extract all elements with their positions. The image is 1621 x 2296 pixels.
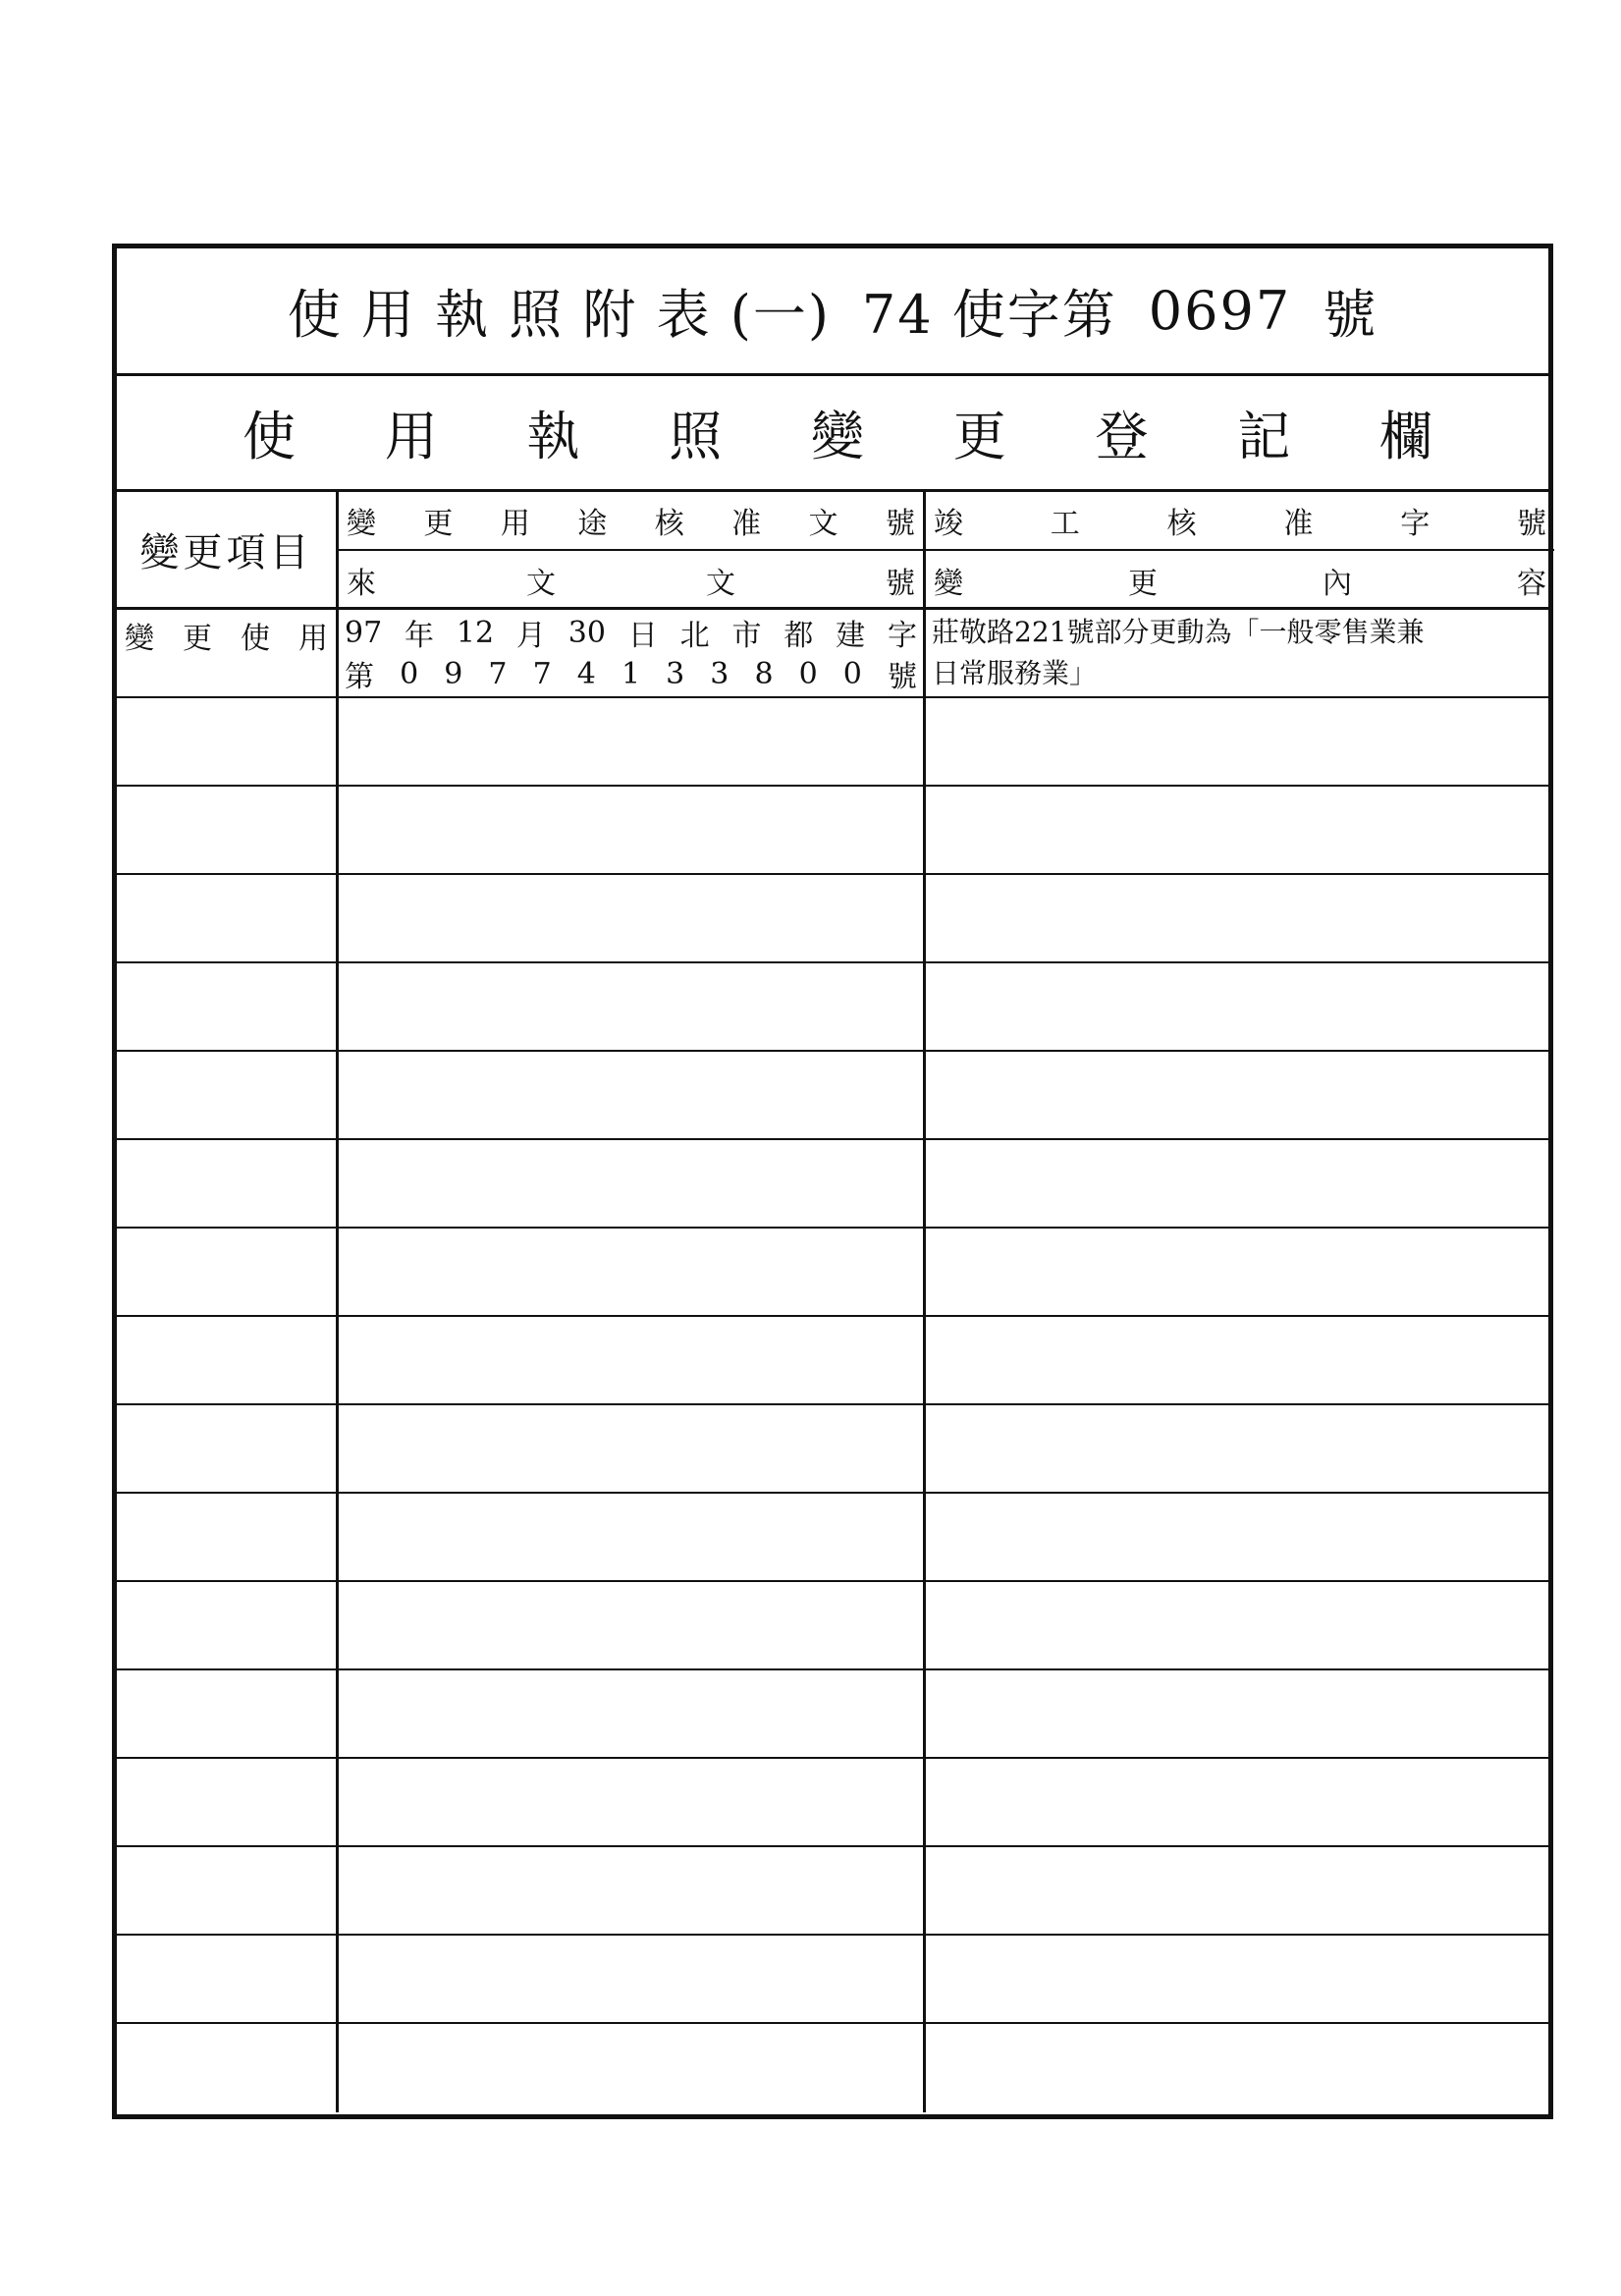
doc-char: 0	[798, 656, 818, 691]
empty-cell	[117, 698, 339, 785]
empty-table-row	[117, 1229, 1548, 1317]
header-char: 號	[886, 567, 915, 601]
header-char: 核	[654, 507, 684, 541]
empty-cell	[339, 1052, 926, 1138]
doc-char: 7	[532, 656, 552, 691]
doc-char: 日	[627, 619, 658, 653]
header-char: 容	[1517, 567, 1546, 601]
doc-char: 第	[345, 660, 374, 694]
change-item-char: 更	[183, 622, 212, 656]
doc-char: 97	[345, 615, 383, 650]
change-item-char: 變	[125, 622, 154, 656]
empty-cell	[926, 787, 1554, 873]
empty-table-row	[117, 875, 1548, 963]
header-char: 變	[347, 507, 376, 541]
empty-table-row	[117, 1405, 1548, 1494]
subtitle-char: 使	[243, 406, 296, 467]
empty-cell	[117, 1317, 339, 1403]
doc-char: 8	[754, 656, 774, 691]
header-char: 途	[577, 507, 608, 541]
doc-char: 北	[679, 619, 710, 653]
empty-cell	[339, 1140, 926, 1227]
content-line-2: 日常服務業」	[932, 657, 1098, 689]
change-item-char: 用	[298, 622, 328, 656]
header-char: 核	[1166, 507, 1197, 541]
empty-table-row	[117, 1670, 1548, 1759]
header-char: 號	[1516, 507, 1546, 541]
change-item-char: 使	[241, 622, 270, 656]
header-char: 更	[423, 507, 454, 541]
empty-cell	[117, 1405, 339, 1492]
empty-cell	[339, 1936, 926, 2022]
empty-cell	[339, 698, 926, 785]
content-line-1: 莊敬路221號部分更動為「一般零售業兼	[932, 616, 1425, 648]
empty-cell	[926, 698, 1554, 785]
empty-cell	[117, 875, 339, 961]
subtitle-char: 用	[384, 406, 438, 467]
doc-line-2	[345, 653, 917, 694]
empty-cell	[339, 963, 926, 1050]
header-char: 准	[731, 507, 762, 541]
header-char: 竣	[934, 507, 963, 541]
doc-char: 3	[666, 656, 685, 691]
doc-char: 9	[444, 656, 463, 691]
empty-cell	[117, 1494, 339, 1580]
empty-cell	[926, 1759, 1554, 1845]
doc-char: 4	[576, 656, 596, 691]
empty-table-row	[117, 2024, 1548, 2112]
subtitle-char: 更	[952, 406, 1006, 467]
subtitle-char: 欄	[1379, 406, 1432, 467]
empty-cell	[339, 1847, 926, 1934]
header-change-item: 變更項目	[117, 492, 339, 607]
form-subtitle	[117, 376, 1548, 492]
subtitle-char: 登	[1095, 406, 1149, 467]
change-item-cell	[117, 610, 339, 696]
header-char: 號	[885, 507, 915, 541]
doc-char: 3	[710, 656, 729, 691]
empty-table-row	[117, 1140, 1548, 1229]
subtitle-char: 變	[811, 406, 864, 467]
header-char: 內	[1323, 567, 1352, 601]
empty-table-row	[117, 1847, 1548, 1936]
empty-cell	[926, 963, 1554, 1050]
empty-cell	[117, 1052, 339, 1138]
empty-table-row	[117, 1052, 1548, 1140]
subtitle-char: 執	[526, 406, 580, 467]
doc-char: 0	[400, 656, 419, 691]
header-char: 用	[500, 507, 530, 541]
title-suffix: 號	[1323, 284, 1378, 346]
header-completion-no	[926, 492, 1554, 551]
empty-cell	[339, 2024, 926, 2112]
doc-char: 1	[621, 656, 641, 691]
empty-cell	[117, 1936, 339, 2022]
empty-table-row	[117, 1936, 1548, 2024]
empty-cell	[117, 1140, 339, 1227]
header-char: 准	[1283, 507, 1314, 541]
empty-cell	[926, 1405, 1554, 1492]
empty-cell	[117, 1229, 339, 1315]
empty-cell	[926, 1317, 1554, 1403]
doc-char: 都	[783, 619, 814, 653]
table-header	[117, 492, 1548, 610]
empty-cell	[117, 1847, 339, 1934]
empty-cell	[926, 1936, 1554, 2022]
empty-cell	[339, 1670, 926, 1757]
header-incoming-doc	[339, 551, 926, 610]
empty-table-row	[117, 963, 1548, 1052]
table-body	[117, 610, 1548, 2112]
empty-table-row	[117, 787, 1548, 875]
empty-cell	[339, 1759, 926, 1845]
empty-cell	[926, 2024, 1554, 2112]
empty-cell	[339, 1229, 926, 1315]
empty-cell	[926, 1229, 1554, 1315]
doc-char: 字	[888, 619, 917, 653]
header-char: 來	[347, 567, 376, 601]
empty-cell	[339, 787, 926, 873]
empty-cell	[117, 1759, 339, 1845]
doc-char: 年	[405, 619, 435, 653]
doc-char: 30	[567, 615, 606, 650]
empty-cell	[117, 787, 339, 873]
header-char: 變	[934, 567, 963, 601]
header-char: 文	[706, 567, 735, 601]
empty-cell	[926, 1847, 1554, 1934]
title-prefix: 74 使字第	[861, 284, 1117, 346]
doc-char: 月	[515, 619, 546, 653]
header-char: 更	[1128, 567, 1158, 601]
empty-cell	[926, 1670, 1554, 1757]
empty-cell	[117, 963, 339, 1050]
title-main: 使 用 執 照 附 表 (一)	[287, 284, 831, 346]
empty-cell	[926, 875, 1554, 961]
empty-table-row	[117, 1317, 1548, 1405]
empty-cell	[339, 1582, 926, 1668]
doc-char: 號	[887, 660, 917, 694]
license-form-frame	[112, 244, 1553, 2119]
empty-cell	[117, 1670, 339, 1757]
doc-number-cell	[339, 610, 926, 696]
subtitle-char: 照	[669, 406, 723, 467]
empty-cell	[117, 2024, 339, 2112]
change-content-cell	[926, 610, 1554, 696]
doc-char: 7	[488, 656, 508, 691]
header-char: 字	[1400, 507, 1431, 541]
empty-cell	[339, 875, 926, 961]
empty-table-row	[117, 1582, 1548, 1670]
empty-cell	[926, 1582, 1554, 1668]
empty-cell	[926, 1140, 1554, 1227]
subtitle-char: 記	[1237, 406, 1291, 467]
empty-cell	[339, 1317, 926, 1403]
doc-char: 0	[842, 656, 862, 691]
header-change-content	[926, 551, 1554, 610]
table-row	[117, 610, 1548, 698]
empty-table-row	[117, 698, 1548, 787]
doc-char: 建	[836, 619, 866, 653]
license-number: 0697	[1148, 280, 1292, 342]
header-char: 工	[1050, 507, 1080, 541]
doc-char: 市	[731, 619, 762, 653]
empty-cell	[339, 1494, 926, 1580]
form-title	[117, 248, 1548, 376]
doc-line-1	[345, 612, 917, 653]
empty-table-row	[117, 1494, 1548, 1582]
empty-cell	[926, 1494, 1554, 1580]
doc-char: 12	[456, 615, 495, 650]
header-approval-doc	[339, 492, 926, 551]
empty-table-row	[117, 1759, 1548, 1847]
empty-cell	[926, 1052, 1554, 1138]
header-char: 文	[526, 567, 556, 601]
empty-cell	[117, 1582, 339, 1668]
empty-cell	[339, 1405, 926, 1492]
header-char: 文	[808, 507, 838, 541]
